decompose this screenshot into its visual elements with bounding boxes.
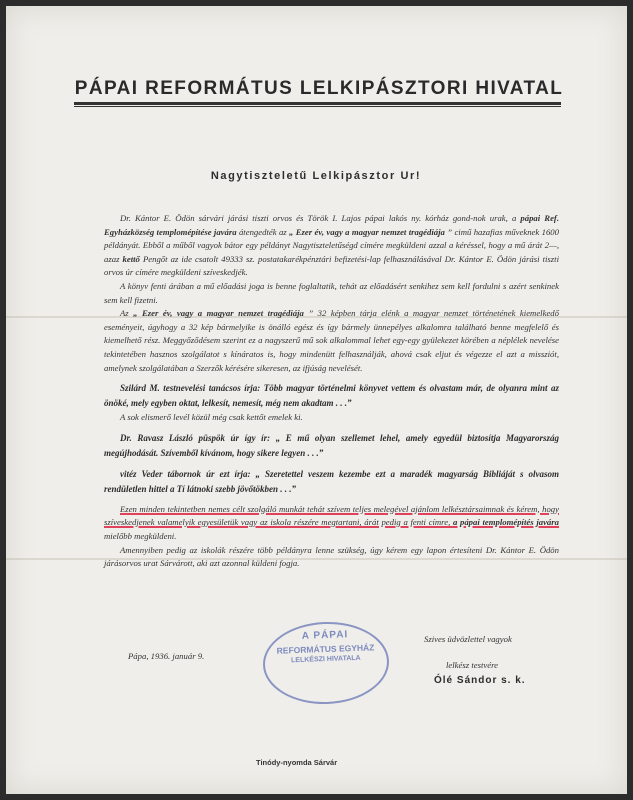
place-date: Pápa, 1936. január 9. (128, 651, 205, 661)
stamp-text: LELKÉSZI HIVATALA (290, 654, 361, 665)
printer-imprint: Tinódy-nyomda Sárvár (256, 758, 338, 767)
office-stamp (262, 620, 391, 706)
testimonial-quote: Dr. Ravasz László püspök úr így ír: „ E mű olyan szellemet lehel, amely egyedül biztosítja Magyarország megújhodását. Szívemből kívánom, hogy sikere legyen . . .” (104, 432, 559, 458)
paragraph-text: Dr. Kántor E. Ödön sárvári járási tiszti orvos és Török I. Lajos pápai lakós ny. kórház gond-nok urak, a (120, 213, 521, 223)
book-title: „ Ezer év, vagy a magyar nemzet tragédiája (133, 308, 304, 319)
paragraph: Amennyiben pedig az iskolák részére több példányra lenne szükség, úgy kérem egy lapon értesíteni Dr. Kántor E. Ödön járásorvos urat Sárvárott, aki azt azonnal küldeni fogja. (104, 544, 559, 569)
testimonial-quote: vitéz Veder tábornok úr ezt írja: „ Szeretettel veszem kezembe ezt a maradék magyarság Bibliáját s olvasom rendületlen hittel a Tí látnoki szebb jövőtökben . . .” (104, 468, 559, 494)
underlined-text: Ezen minden tekintetben nemes célt szolgáló munkát tehát szívem teljes melegével ajánlom lelkésztársaimnak és kérem, hogy szíveskedjenek valamelyik egyesületük vagy az iskola részére megtartani, árát pedig a fenti címre, (104, 503, 559, 528)
testimonial-quote: Szilárd M. testnevelési tanácsos írja: Több magyar történelmi könyvet vettem és olvastam már, de olyanra mint az önöké, mely egyben oktat, lelkesít, nemesít, még nem akadtam . . .” (104, 383, 559, 409)
stamp-text: A PÁPAI (301, 629, 349, 642)
stamp-text: REFORMÁTUS EGYHÁZ (276, 642, 375, 656)
paragraph (104, 212, 559, 280)
paragraph-text: ” 32 képben tárja elénk a magyar nemzet történetének kiemelkedő eseményeit, úgyhogy a 32 kép bármelyike is önálló egész és így bármely ünnepélyes alkalomra található benne megfelelő és kiemelhető rész. Meggyőződésem szerint ez a nagyszerű mű sok alkalommal lehet egy-egy gyülekezet körében a néplélek nevelése tekintetében hasznos szolgálatot s kínáratos is, hogy mindenütt felhasználják, ahová csak eljut és végezze el azt a missziót, amelynek szolgálatában a Szerzők kérésére sikeresen, az ifjúság nevelését. (104, 308, 559, 373)
closing-line: lelkész testvére (446, 660, 499, 670)
letterhead-rule-thin (74, 106, 561, 107)
paragraph-text: átengedték az (236, 226, 290, 237)
letter-page (6, 6, 627, 794)
letterhead-title: PÁPAI REFORMÁTUS LELKIPÁSZTORI HIVATAL (74, 78, 564, 99)
letterhead-rule (74, 102, 561, 105)
closing-line: Szives üdvözlettel vagyok (424, 634, 512, 644)
bold-text: pápai Ref. Egyházközség templomépítése javára (104, 213, 559, 237)
bold-text: kettő (122, 253, 140, 264)
paragraph-text: mielőbb megküldeni. (104, 530, 177, 541)
salutation: Nagytiszteletű Lelkipásztor Ur! (210, 170, 422, 182)
book-title: „ Ezer év, vagy a magyar nemzet tragédiája (289, 226, 445, 237)
paragraph-text: Pengőt az ide csatolt 49333 sz. postatakarékpénztári befizetési-lap felhasználásával Dr. Kántor E. Ödön járási tiszti orvos úr címére megküldeni szíveskedjék. (104, 253, 560, 278)
signature: Ólé Sándor s. k. (434, 675, 526, 686)
letter-body (104, 212, 559, 571)
closing (406, 626, 566, 678)
paragraph-text: Az (120, 308, 134, 319)
paragraph (104, 503, 559, 544)
paragraph: A könyv fenti árában a mű előadási joga is benne foglaltatik, tehát az előadásért senkihez sem kell fordulni s azért senkinek sem kell fizetni. (104, 280, 559, 305)
paragraph (104, 307, 559, 375)
paragraph-text: ” cimű hazafias műveknek 1600 példányát. Ebből a műből vagyok bátor egy példányt Nagytiszteletűségd címére megküldeni azzal a kéréssel, hogy a mű árát 2—, azaz (104, 226, 559, 264)
paragraph: A sok elismerő levél közül még csak kettőt emelek ki. (120, 412, 303, 423)
bold-text: a pápai templomépítés javára (452, 517, 559, 528)
